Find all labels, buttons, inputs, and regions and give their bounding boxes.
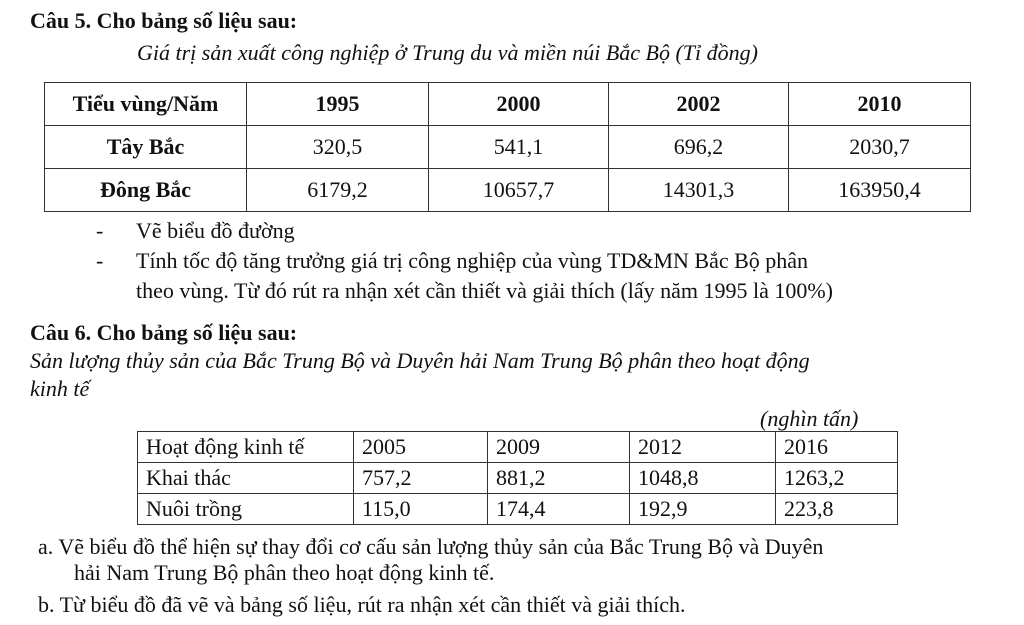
q6-task-a: a. Vẽ biểu đồ thể hiện sự thay đổi cơ cấu sản lượng thủy sản của Bắc Trung Bộ và Duyên (38, 534, 824, 559)
q5-title: Câu 5. Cho bảng số liệu sau: (30, 8, 298, 33)
table-cell: 2030,7 (789, 126, 971, 169)
table-header-row (45, 83, 971, 126)
q6-table (137, 431, 898, 525)
table-row (138, 494, 898, 525)
q6-unit-label: (nghìn tấn) (760, 406, 859, 431)
table-header-row (138, 432, 898, 463)
row-label: Nuôi trồng (138, 494, 354, 525)
q6-task-b: b. Từ biểu đồ đã vẽ và bảng số liệu, rút ra nhận xét cần thiết và giải thích. (38, 592, 686, 617)
bullet-item-continued: theo vùng. Từ đó rút ra nhận xét cần thiết và giải thích (lấy năm 1995 là 100%) (136, 278, 833, 303)
header-cell: 1995 (247, 83, 429, 126)
row-label: Khai thác (138, 463, 354, 494)
header-cell: Tiểu vùng/Năm (45, 83, 247, 126)
bullet-dash: - (96, 218, 104, 243)
table-cell: 163950,4 (789, 169, 971, 212)
row-label: Đông Bắc (45, 169, 247, 212)
header-cell: 2010 (789, 83, 971, 126)
bullet-dash: - (96, 248, 104, 273)
q5-table (44, 82, 971, 212)
table-cell: 320,5 (247, 126, 429, 169)
table-cell: 174,4 (488, 494, 630, 525)
header-cell: 2012 (630, 432, 776, 463)
table-cell: 757,2 (354, 463, 488, 494)
header-cell: 2000 (429, 83, 609, 126)
table-cell: 1263,2 (776, 463, 898, 494)
header-cell: 2009 (488, 432, 630, 463)
header-cell: 2002 (609, 83, 789, 126)
table-row (138, 463, 898, 494)
q6-subtitle: Sản lượng thủy sản của Bắc Trung Bộ và Duyên hải Nam Trung Bộ phân theo hoạt động (30, 348, 810, 373)
table-row (45, 126, 971, 169)
table-cell: 881,2 (488, 463, 630, 494)
table-cell: 14301,3 (609, 169, 789, 212)
q6-task-a-cont: hải Nam Trung Bộ phân theo hoạt động kinh tế. (74, 560, 495, 585)
table-cell: 1048,8 (630, 463, 776, 494)
q6-subtitle-cont: kinh tế (30, 376, 90, 401)
table-cell: 192,9 (630, 494, 776, 525)
table-cell: 6179,2 (247, 169, 429, 212)
table-cell: 541,1 (429, 126, 609, 169)
table-cell: 696,2 (609, 126, 789, 169)
table-cell: 10657,7 (429, 169, 609, 212)
table-cell: 223,8 (776, 494, 898, 525)
table-row (45, 169, 971, 212)
header-cell: 2016 (776, 432, 898, 463)
q6-title: Câu 6. Cho bảng số liệu sau: (30, 320, 298, 345)
bullet-item: Tính tốc độ tăng trưởng giá trị công nghiệp của vùng TD&MN Bắc Bộ phân (136, 248, 809, 273)
table-cell: 115,0 (354, 494, 488, 525)
header-cell: 2005 (354, 432, 488, 463)
header-cell: Hoạt động kinh tế (138, 432, 354, 463)
row-label: Tây Bắc (45, 126, 247, 169)
bullet-item: Vẽ biểu đồ đường (136, 218, 295, 243)
q5-subtitle: Giá trị sản xuất công nghiệp ở Trung du và miền núi Bắc Bộ (Tỉ đồng) (137, 40, 758, 65)
